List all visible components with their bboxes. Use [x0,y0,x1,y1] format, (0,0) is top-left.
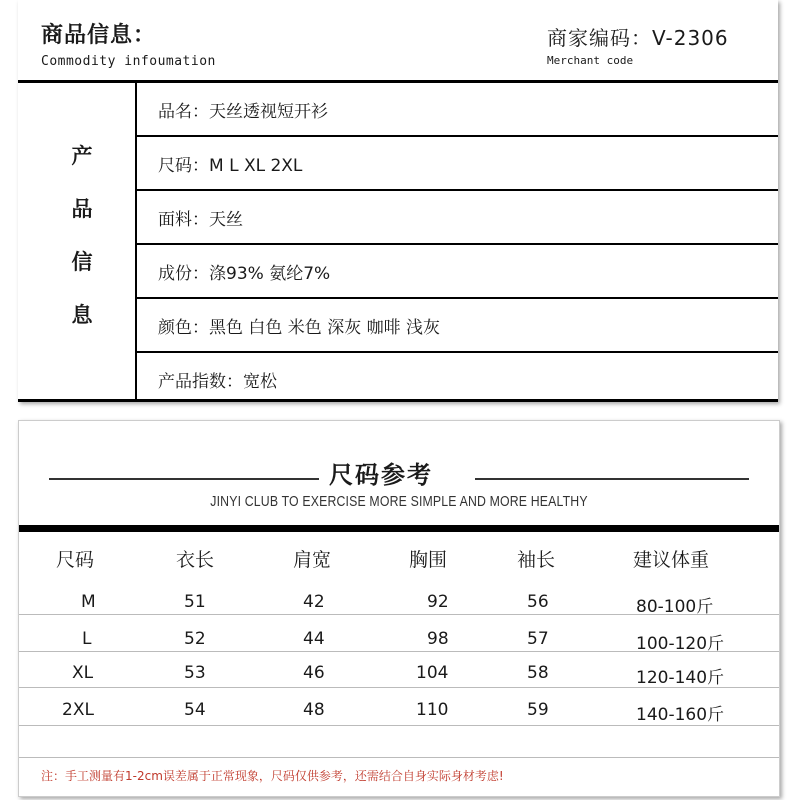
row-separator [19,725,779,726]
cell-sleeve: 59 [527,700,549,720]
divider-bottom [18,399,778,402]
header-left [41,18,216,69]
cell-size: M [81,592,96,612]
cell-sleeve: 56 [527,592,549,612]
cell-size: 2XL [62,700,94,720]
cell-shoulder: 48 [303,700,325,720]
cell-sleeve: 57 [527,629,549,649]
col-header-weight: 建议体重 [633,549,710,571]
col-header-shoulder: 肩宽 [293,549,332,571]
side-label-char: 产 [71,144,93,168]
col-header-sleeve: 袖长 [517,549,556,571]
page-title: 商品信息： [41,23,157,48]
cell-chest: 104 [416,663,449,683]
cell-chest: 92 [427,592,449,612]
merchant-code: 商家编码：V-2306 [547,26,729,50]
size-chart-subtitle: JINYI CLUB TO EXERCISE MORE SIMPLE AND MORE HEALTHY [210,493,588,510]
info-row-composition: 成份：涤93% 氨纶7% [137,245,778,299]
cell-sleeve: 58 [527,663,549,683]
cell-chest: 110 [416,700,449,720]
cell-weight: 120-140斤 [636,668,725,688]
side-label-char: 息 [71,303,93,327]
title-rule-right [475,478,749,480]
cell-length: 51 [184,592,206,612]
cell-chest: 98 [427,629,449,649]
cell-shoulder: 42 [303,592,325,612]
info-row-fit: 产品指数：宽松 [158,371,277,392]
col-header-size: 尺码 [56,549,95,571]
size-chart-header-bar [19,525,779,532]
page-subtitle: Commodity infoumation [41,54,216,69]
cell-weight: 100-120斤 [636,634,725,654]
row-separator [19,757,779,758]
cell-length: 53 [184,663,206,683]
info-row-size: 尺码：M L XL 2XL [137,137,778,191]
size-chart-panel [18,420,780,797]
cell-size: XL [72,663,94,683]
merchant-code-label: Merchant code [547,54,634,67]
measurement-note: 注：手工测量有1-2cm误差属于正常现象，尺码仅供参考，还需结合自身实际身材考虑! [41,769,504,783]
header-right [547,22,729,67]
side-label-char: 信 [71,250,93,274]
cell-shoulder: 44 [303,629,325,649]
col-header-chest: 胸围 [409,549,448,571]
side-label-char: 品 [71,197,93,221]
cell-size: L [82,629,92,649]
cell-length: 54 [184,700,206,720]
info-row-colors: 颜色：黑色 白色 米色 深灰 咖啡 浅灰 [137,299,778,353]
size-chart-title: 尺码参考 [329,461,433,489]
product-info-rows [137,83,778,405]
col-header-length: 衣长 [176,549,215,571]
cell-length: 52 [184,629,206,649]
product-info-panel [18,0,778,402]
cell-shoulder: 46 [303,663,325,683]
cell-weight: 80-100斤 [636,597,714,617]
info-row-name: 品名：天丝透视短开衫 [137,83,778,137]
cell-weight: 140-160斤 [636,705,725,725]
section-side-label [70,140,94,352]
title-rule-left [49,478,319,480]
info-row-fabric: 面料：天丝 [137,191,778,245]
